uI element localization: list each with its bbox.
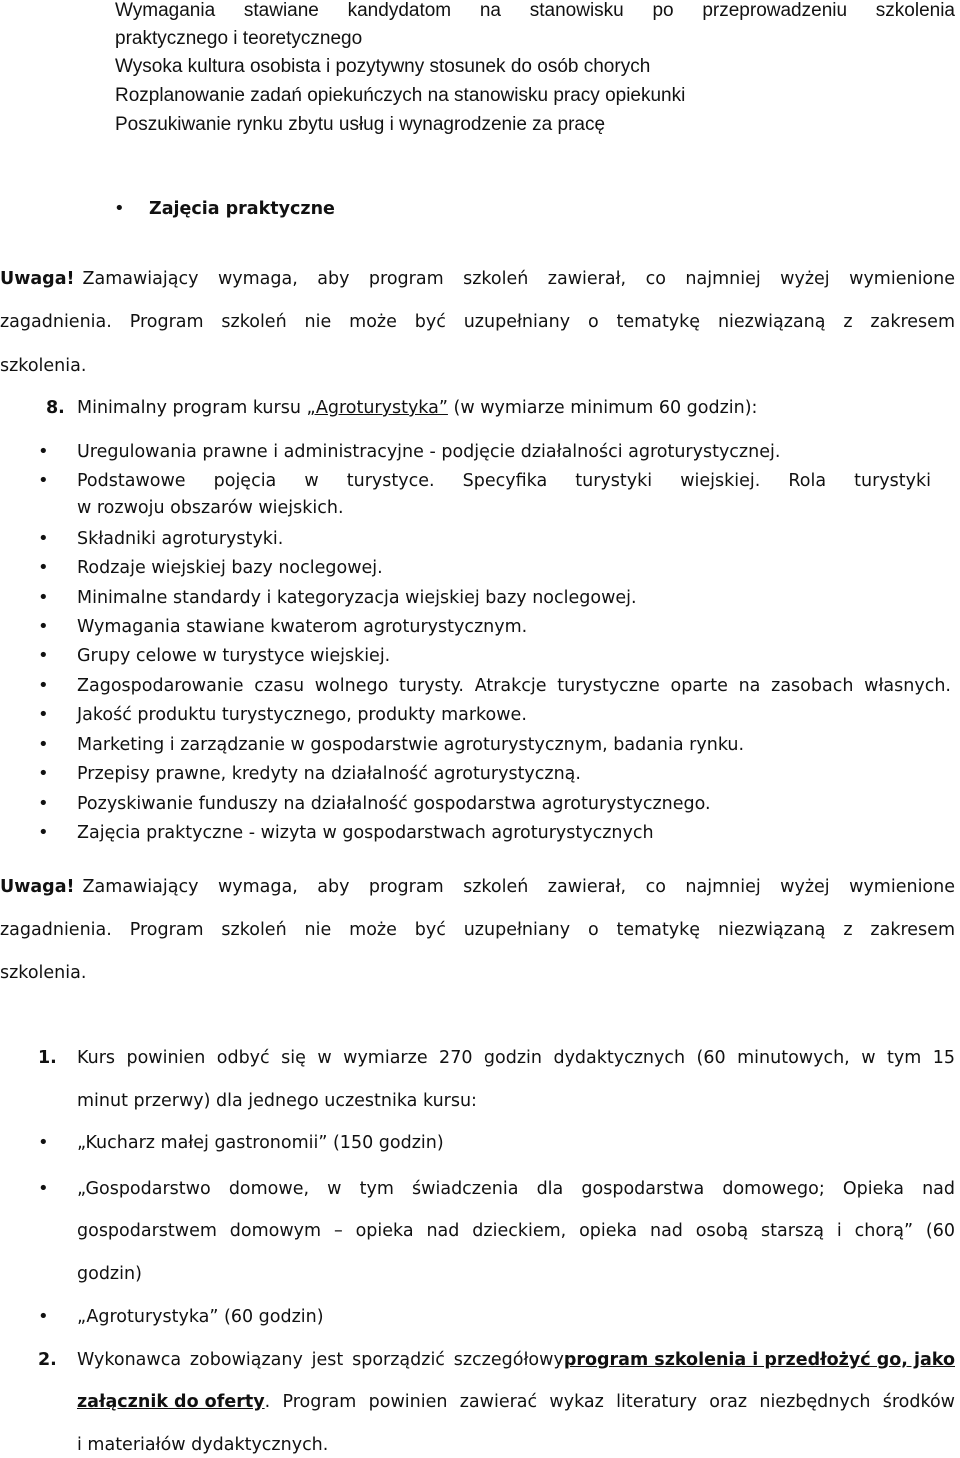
list-item: Uregulowania prawne i administracyjne - podjęcie działalności agroturystycznej. [77,442,781,462]
bullet-icon: • [38,1132,49,1153]
point2-emphasis-2: załącznik do oferty [77,1392,265,1412]
list-item: Rodzaje wiejskiej bazy noclegowej. [77,558,383,578]
note-label: Uwaga! [0,877,75,897]
point2-text-1: Wykonawca zobowiązany jest sporządzić szczegółowy [77,1350,564,1370]
bullet-icon: • [38,587,49,608]
point2-line-1 [77,1349,955,1371]
section8-suffix: (w wymiarze minimum 60 godzin): [447,398,758,418]
note-label: Uwaga! [0,269,75,289]
point-number: 1. [38,1048,57,1068]
point2-text-2: . Program powinien zawierać wykaz literatury oraz niezbędnych środków [264,1392,955,1412]
course-item: „Kucharz małej gastronomii” (150 godzin) [77,1133,444,1153]
point1-line-2: minut przerwy) dla jednego uczestnika kursu: [77,1091,477,1111]
list-item: Grupy celowe w turystyce wiejskiej. [77,646,391,666]
list-item: Jakość produktu turystycznego, produkty markowe. [77,705,527,725]
bullet-icon: • [38,528,49,549]
bullet-icon: • [38,557,49,578]
list-item: Marketing i zarządzanie w gospodarstwie agroturystycznym, badania rynku. [77,735,745,755]
top-line-1: Wymagania stawiane kandydatom na stanowisku po przeprowadzeniu szkolenia [115,0,955,21]
bullet-icon: • [38,1178,49,1199]
list-item: Minimalne standardy i kategoryzacja wiejskiej bazy noclegowej. [77,588,637,608]
course-item-continuation: godzin) [77,1264,142,1284]
bullet-icon: • [38,734,49,755]
bullet-icon: • [38,675,49,696]
bullet-icon: • [38,470,49,491]
course-item-continuation: gospodarstwem domowym – opieka nad dzieckiem, opieka nad osobą starszą i chorą” (60 [77,1221,955,1241]
point1-line-1: Kurs powinien odbyć się w wymiarze 270 godzin dydaktycznych (60 minutowych, w tym 15 [77,1048,955,1068]
point-number: 2. [38,1350,57,1370]
list-item: Przepisy prawne, kredyty na działalność agroturystyczną. [77,764,581,784]
bullet-icon: • [38,1306,49,1327]
note2-line-2: zagadnienia. Program szkoleń nie może być uzupełniany o tematykę niezwiązaną z zakresem [0,920,955,940]
note2-line-3: szkolenia. [0,963,87,983]
note1-line-1 [0,268,955,290]
list-item: Składniki agroturystyki. [77,529,284,549]
section8-prefix: Minimalny program kursu [77,398,307,418]
section-number: 8. [46,398,65,418]
top-line-3: Wysoka kultura osobista i pozytywny stosunek do osób chorych [115,56,651,77]
list-item: Zagospodarowanie czasu wolnego turysty. Atrakcje turystyczne oparte na zasobach własnych. [77,676,951,696]
course-item: „Agroturystyka” (60 godzin) [77,1307,324,1327]
bullet-icon: • [38,645,49,666]
practical-classes-heading: Zajęcia praktyczne [149,199,335,219]
list-item: Podstawowe pojęcia w turystyce. Specyfika turystyki wiejskiej. Rola turystyki [77,471,931,491]
list-item: Wymagania stawiane kwaterom agroturystycznym. [77,617,528,637]
note1-line-3: szkolenia. [0,356,87,376]
list-item: Pozyskiwanie funduszy na działalność gospodarstwa agroturystycznego. [77,794,711,814]
top-line-5: Poszukiwanie rynku zbytu usług i wynagrodzenie za pracę [115,114,606,135]
bullet-icon: • [38,793,49,814]
point2-line-2 [77,1391,955,1413]
top-line-2: praktycznego i teoretycznego [115,28,363,49]
note1-text-1: Zamawiający wymaga, aby program szkoleń zawierał, co najmniej wyżej wymienione [82,269,955,289]
bullet-icon: • [38,763,49,784]
section8-heading [77,397,757,419]
bullet-icon: • [38,616,49,637]
note2-line-1 [0,876,955,898]
bullet-icon: • [114,198,125,219]
top-line-4: Rozplanowanie zadań opiekuńczych na stanowisku pracy opiekunki [115,85,686,106]
note2-text-1: Zamawiający wymaga, aby program szkoleń zawierał, co najmniej wyżej wymienione [82,877,955,897]
bullet-icon: • [38,441,49,462]
point2-emphasis-1: program szkolenia i przedłożyć go, jako [563,1350,955,1370]
list-item: Zajęcia praktyczne - wizyta w gospodarstwach agroturystycznych [77,823,654,843]
bullet-icon: • [38,704,49,725]
list-item-continuation: w rozwoju obszarów wiejskich. [77,498,344,518]
section8-course-name: „Agroturystyka” [306,398,448,418]
point2-line-3: i materiałów dydaktycznych. [77,1435,329,1455]
bullet-icon: • [38,822,49,843]
note1-line-2: zagadnienia. Program szkoleń nie może być uzupełniany o tematykę niezwiązaną z zakresem [0,312,955,332]
course-item: „Gospodarstwo domowe, w tym świadczenia dla gospodarstwa domowego; Opieka nad [77,1179,955,1199]
